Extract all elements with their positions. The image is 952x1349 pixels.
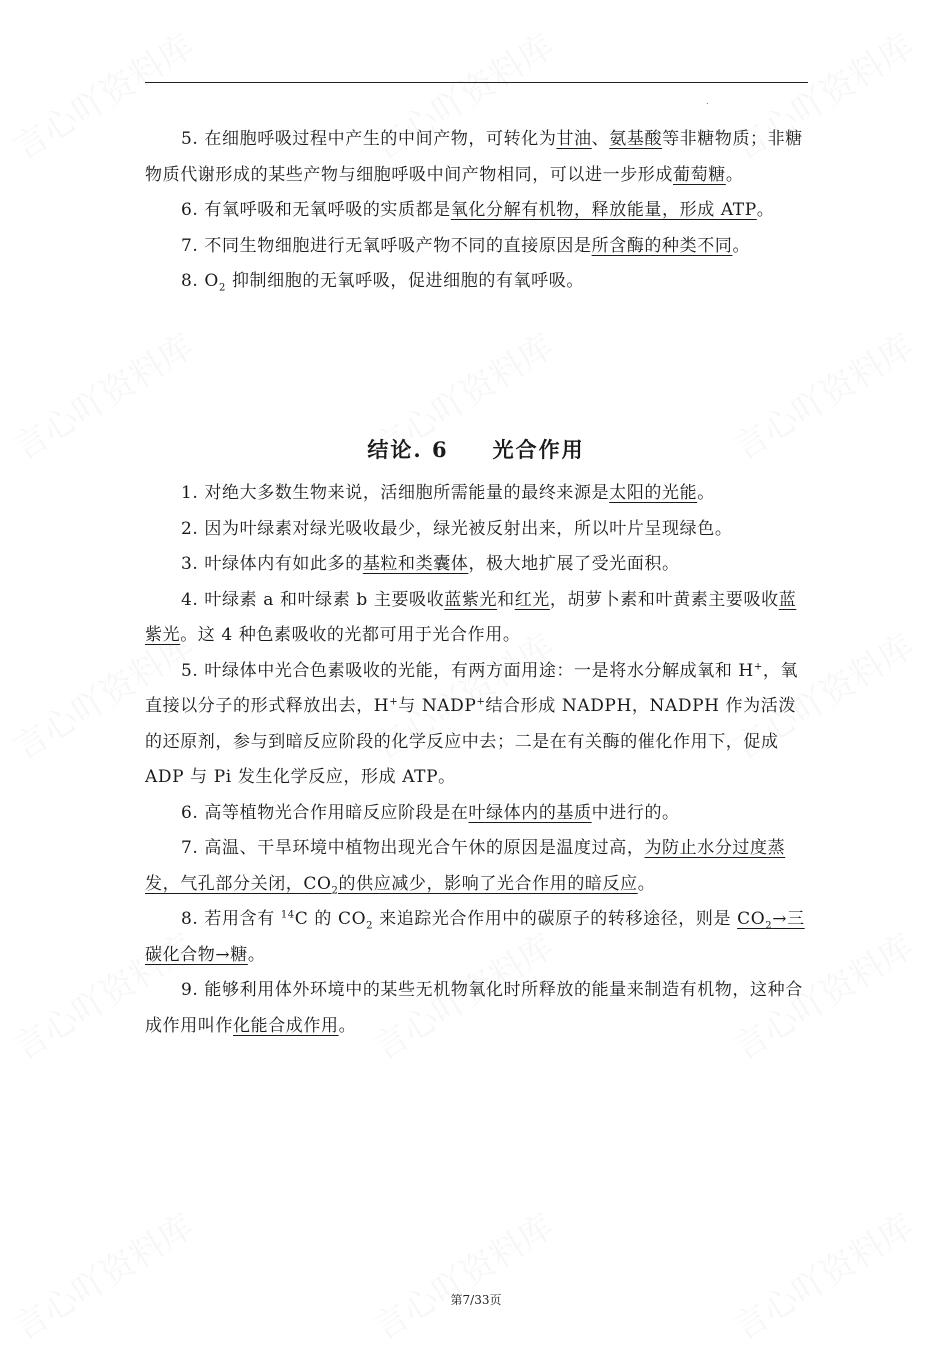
conclusion-item-6: 6. 有氧呼吸和无氧呼吸的实质都是氧化分解有机物，释放能量，形成 ATP。 (181, 200, 775, 220)
conclusion-item-5: 5. 叶绿体中光合色素吸收的光能，有两方面用途：一是将水分解成氧和 H+，氧直接以分子的形式释放出去，H+与 NADP+结合形成 NADPH，NADPH 作为活泼的还原剂，参与到暗反应阶段的化学反应中去；二是在有关酶的催化作用下，促成 ADP 与 Pi 发生化学反应，形成 ATP。 (145, 660, 799, 787)
conclusion-item-2: 2. 因为叶绿素对绿光吸收最少，绿光被反射出来，所以叶片呈现绿色。 (181, 518, 733, 539)
conclusion-item-8: 8. 若用含有 $^{14}$C 的 $CO_2$ 来追踪光合作用中的碳原子的转移途径，则是 $CO_2\to$三碳化合物→糖。 (145, 909, 805, 965)
conclusion-item-8: 8. $O_2$ 抑制细胞的无氧呼吸，促进细胞的有氧呼吸。 (181, 271, 584, 294)
section-title: 结论. 6 光合作用 (367, 437, 585, 462)
header-mark: . (706, 97, 709, 106)
section-photosynthesis-conclusions (145, 476, 810, 1044)
conclusion-item-1: 1. 对绝大多数生物来说，活细胞所需能量的最终来源是太阳的光能。 (181, 483, 715, 503)
header-rule (145, 82, 808, 83)
section-respiration-conclusions (145, 122, 810, 300)
page-number: 第7/33页 (450, 1293, 502, 1307)
conclusion-item-7: 7. 不同生物细胞进行无氧呼吸产物不同的直接原因是所含酶的种类不同。 (181, 235, 751, 256)
conclusion-item-9: 9. 能够利用体外环境中的某些无机物氧化时所释放的能量来制造有机物，这种合成作用叫作化能合成作用。 (145, 980, 803, 1036)
conclusion-item-7: 7. 高温、干旱环境中植物出现光合午休的原因是温度过高，为防止水分过度蒸发，气孔部分关闭，$CO_2$的供应减少，影响了光合作用的暗反应。 (145, 838, 786, 896)
watermark (363, 1200, 562, 1349)
conclusion-item-5: 5. 在细胞呼吸过程中产生的中间产物，可转化为甘油、氨基酸等非糖物质；非糖物质代谢形成的某些产物与细胞呼吸中间产物相同，可以进一步形成葡萄糖。 (145, 129, 803, 185)
conclusion-item-4: 4. 叶绿素 a 和叶绿素 b 主要吸收蓝紫光和红光，胡萝卜素和叶黄素主要吸收蓝紫光。这 4 种色素吸收的光都可用于光合作用。 (145, 589, 797, 645)
watermark (3, 1200, 202, 1349)
watermark (723, 1200, 922, 1349)
conclusion-item-3: 3. 叶绿体内有如此多的基粒和类囊体，极大地扩展了受光面积。 (181, 554, 680, 574)
conclusion-item-6: 6. 高等植物光合作用暗反应阶段是在叶绿体内的基质中进行的。 (181, 802, 680, 823)
